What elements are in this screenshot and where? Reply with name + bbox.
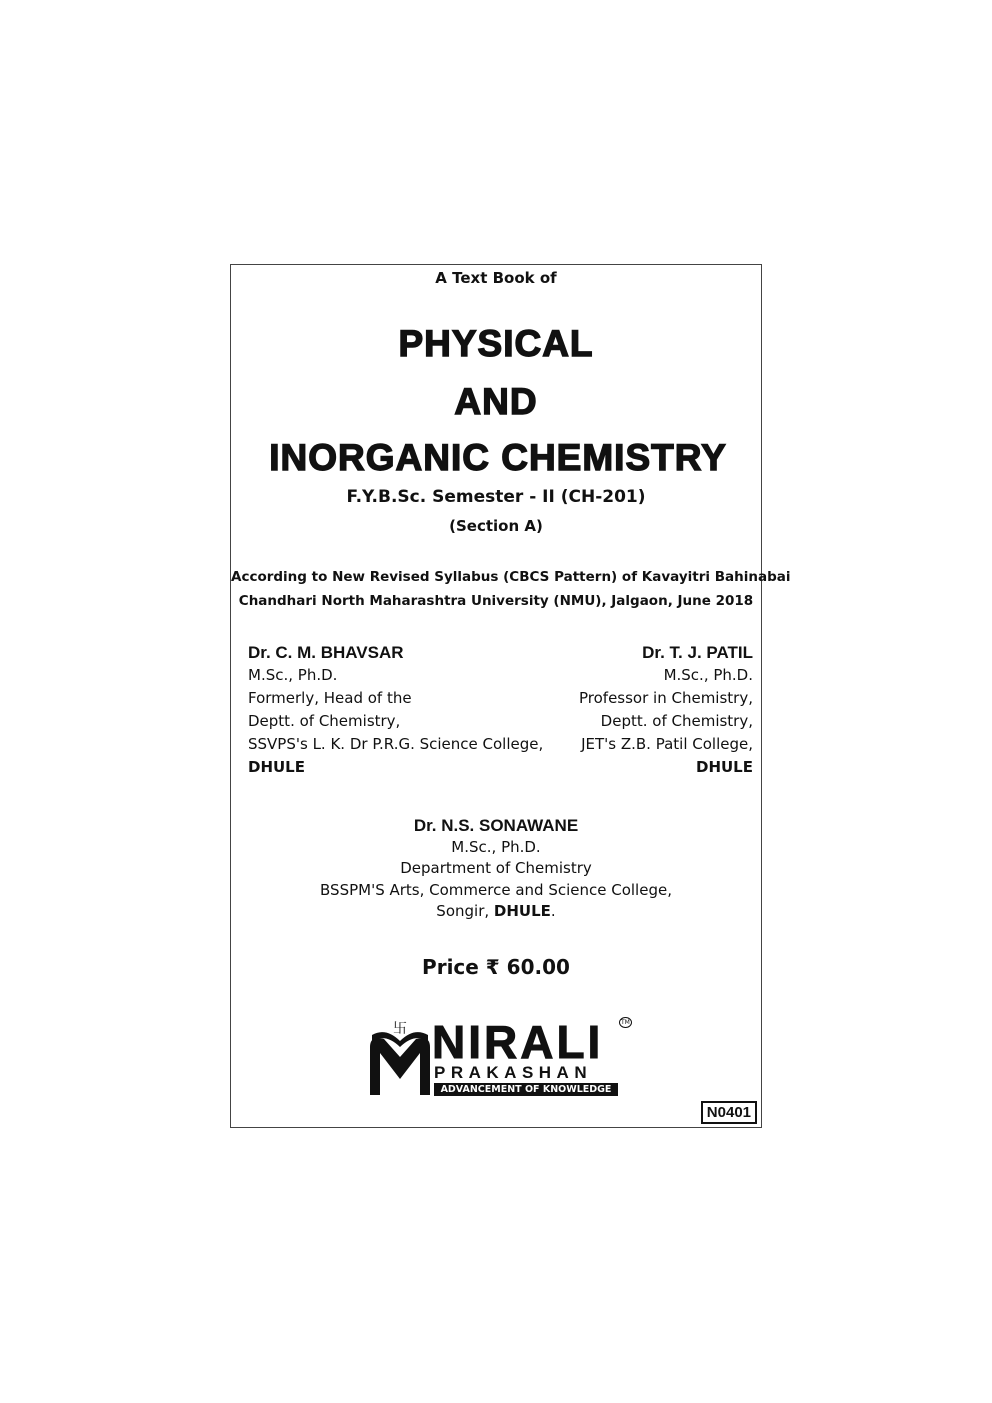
- author-line: JET's Z.B. Patil College,: [581, 735, 753, 753]
- course: F.Y.B.Sc. Semester - II (CH-201): [346, 487, 646, 507]
- author-name: Dr. T. J. PATIL: [642, 643, 753, 662]
- author-2: [579, 641, 753, 779]
- author-1: [248, 641, 543, 779]
- author-suffix: .: [550, 902, 556, 920]
- author-line: M.Sc., Ph.D.: [451, 837, 541, 856]
- author-line: Professor in Chemistry,: [579, 689, 753, 707]
- author-line: M.Sc., Ph.D.: [663, 666, 753, 684]
- title-line-3: INORGANIC CHEMISTRY: [269, 437, 727, 478]
- book-cover: [230, 264, 791, 1128]
- author-3: [231, 815, 761, 923]
- author-name: Dr. N.S. SONAWANE: [413, 816, 579, 835]
- author-line: Department of Chemistry: [400, 859, 592, 877]
- author-line: Deptt. of Chemistry,: [248, 712, 401, 730]
- author-name: Dr. C. M. BHAVSAR: [248, 643, 404, 662]
- author-line: M.Sc., Ph.D.: [248, 666, 338, 684]
- syllabus-line-1: According to New Revised Syllabus (CBCS Pattern) of Kavayitri Bahinabai: [231, 569, 791, 585]
- title-line-2: AND: [454, 381, 538, 422]
- author-line: SSVPS's L. K. Dr P.R.G. Science College,: [248, 735, 544, 753]
- publisher-name: NIRALI: [432, 1016, 604, 1068]
- kicker: A Text Book of: [435, 269, 557, 287]
- publisher-tagline: ADVANCEMENT OF KNOWLEDGE: [434, 1083, 618, 1096]
- author-city: DHULE: [493, 902, 551, 920]
- author-town: Songir,: [436, 902, 494, 920]
- author-city: DHULE: [248, 758, 305, 776]
- author-line: Deptt. of Chemistry,: [600, 712, 753, 730]
- trademark-mark: TM: [621, 1019, 630, 1026]
- book-code: N0401: [701, 1101, 757, 1124]
- publisher-logo: [366, 1016, 630, 1097]
- section: (Section A): [449, 517, 543, 535]
- syllabus-line-2: Chandhari North Maharashtra University (NMU), Jalgaon, June 2018: [238, 593, 754, 609]
- book-emblem-icon: [366, 1017, 436, 1097]
- publisher-sub: PRAKASHAN: [434, 1063, 593, 1082]
- svg-text:卐: 卐: [393, 1021, 407, 1037]
- title-line-1: PHYSICAL: [398, 323, 594, 364]
- author-line: Formerly, Head of the: [248, 689, 412, 707]
- price: Price ₹ 60.00: [422, 955, 570, 979]
- author-city: DHULE: [696, 758, 753, 776]
- author-line: BSSPM'S Arts, Commerce and Science College,: [320, 880, 672, 899]
